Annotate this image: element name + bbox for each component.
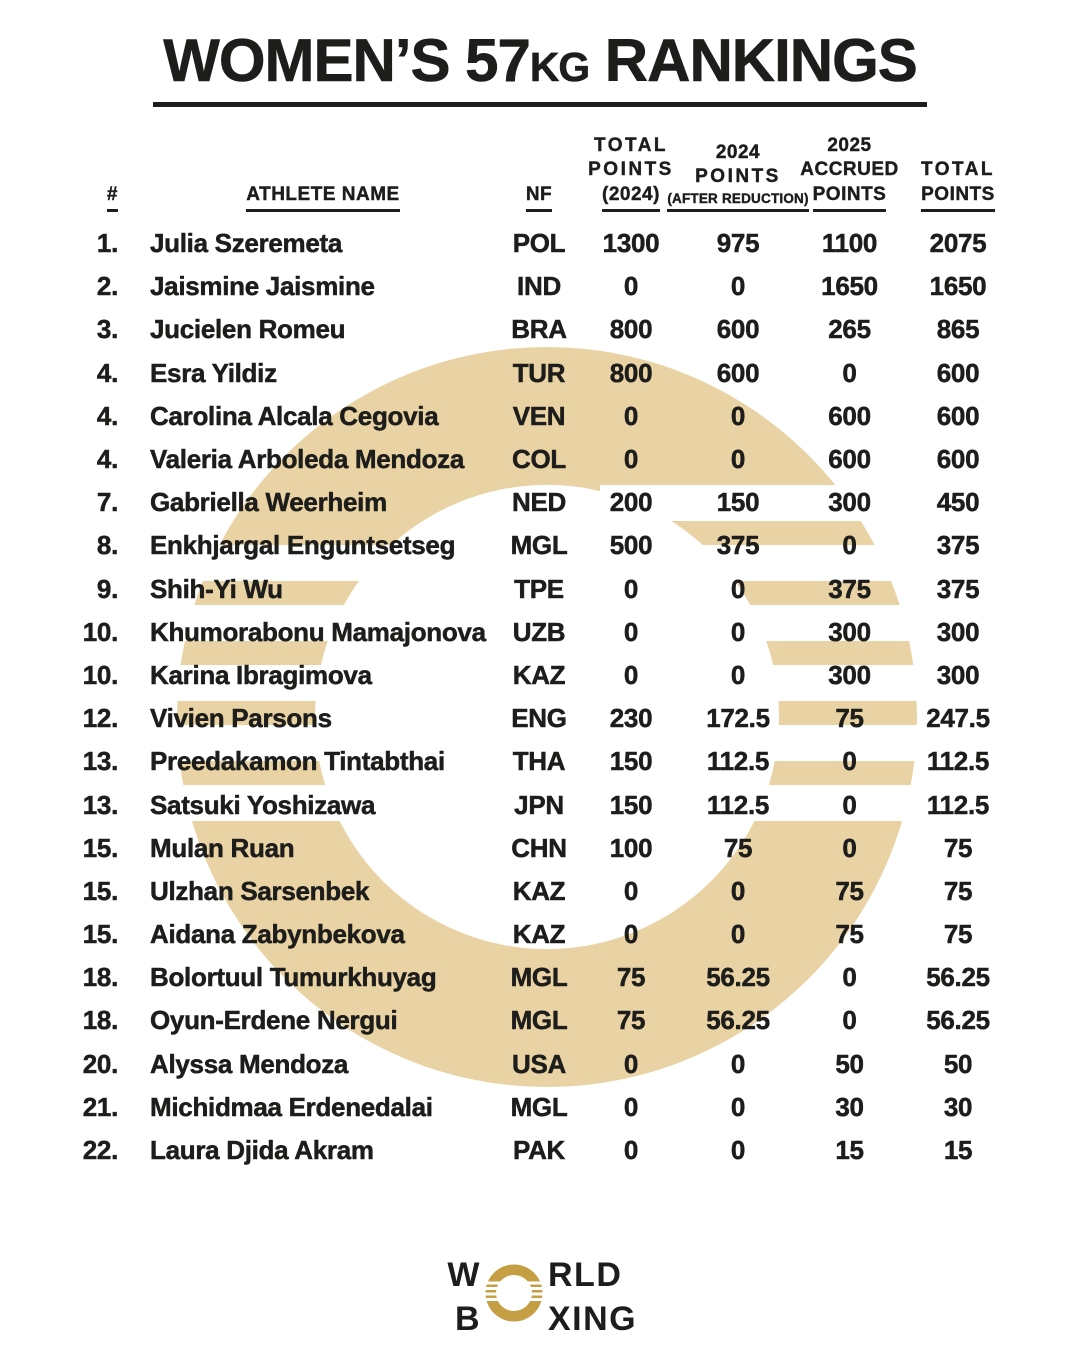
logo-word1-right: RLD: [548, 1256, 623, 1294]
accrued-points-2025-cell: 75: [835, 875, 864, 906]
rank-cell: 15.: [82, 875, 118, 906]
accrued-points-2025-cell: 1650: [821, 271, 878, 302]
rank-cell: 13.: [82, 746, 118, 777]
total-points-cell: 112.5: [926, 789, 990, 820]
total-points-cell: 600: [936, 400, 980, 431]
total-points-2024-cell: 75: [616, 1005, 646, 1036]
total-points-cell: 112.5: [926, 746, 990, 777]
nf-cell: BRA: [511, 314, 567, 345]
accrued-points-2025-cell: 375: [828, 573, 871, 604]
table-row: [0, 740, 1080, 783]
accrued-points-2025-cell: 0: [842, 357, 857, 388]
total-points-2024-cell: 0: [623, 1091, 639, 1122]
points-2024-reduced-cell: 600: [716, 314, 760, 345]
table-row: [0, 783, 1080, 826]
total-points-cell: 300: [936, 659, 980, 690]
accrued-points-2025-cell: 0: [842, 746, 857, 777]
table-row: [0, 913, 1080, 956]
table-row: [0, 395, 1080, 438]
total-points-2024-cell: 0: [623, 875, 639, 906]
accrued-points-2025-cell: 0: [842, 1005, 857, 1036]
nf-cell: IND: [517, 271, 561, 302]
total-points-2024-cell: 0: [623, 271, 639, 302]
accrued-points-2025-cell: 300: [828, 487, 871, 518]
athlete-name-cell: Ulzhan Sarsenbek: [150, 875, 370, 906]
points-2024-reduced-cell: 0: [730, 444, 746, 475]
nf-cell: POL: [512, 228, 566, 259]
column-header-line: POINTS: [813, 183, 887, 212]
accrued-points-2025-cell: 600: [828, 444, 871, 475]
accrued-points-2025-cell: 50: [835, 1048, 864, 1079]
total-points-cell: 1650: [929, 271, 987, 302]
athlete-name-cell: Oyun-Erdene Nergui: [150, 1005, 398, 1036]
title-suffix: RANKINGS: [589, 27, 917, 94]
nf-cell: TUR: [512, 357, 566, 388]
rank-cell: 3.: [96, 314, 118, 345]
total-points-cell: 300: [936, 616, 980, 647]
points-2024-reduced-cell: 0: [730, 659, 746, 690]
column-header-line: POINTS: [588, 159, 674, 181]
total-points-cell: 2075: [929, 228, 987, 259]
nf-cell: NED: [512, 487, 566, 518]
title-prefix: WOMEN’S 57: [163, 27, 530, 94]
rank-cell: 9.: [96, 573, 118, 604]
accrued-points-2025-cell: 0: [842, 789, 857, 820]
table-row: [0, 265, 1080, 308]
table-row: [0, 352, 1080, 395]
accrued-points-2025-cell: 300: [828, 616, 871, 647]
athlete-name-cell: Jucielen Romeu: [150, 314, 346, 345]
total-points-2024-cell: 200: [609, 487, 653, 518]
rank-cell: 18.: [82, 962, 118, 993]
table-row: [0, 1086, 1080, 1129]
total-points-2024-cell: 150: [609, 789, 653, 820]
accrued-points-2025-cell: 0: [842, 832, 857, 863]
points-2024-reduced-cell: 0: [730, 400, 746, 431]
nf-cell: VEN: [512, 400, 566, 431]
points-2024-reduced-cell: 0: [730, 875, 746, 906]
table-row: [0, 827, 1080, 870]
nf-cell: UZB: [512, 616, 566, 647]
points-2024-reduced-cell: 975: [716, 228, 760, 259]
athlete-name-cell: Satsuki Yoshizawa: [150, 789, 376, 820]
rankings-rows: [0, 222, 1080, 1172]
total-points-cell: 75: [943, 919, 973, 950]
total-points-2024-cell: 150: [609, 746, 653, 777]
athlete-name-cell: Jaismine Jaismine: [150, 271, 375, 302]
athlete-name-cell: Julia Szeremeta: [150, 228, 343, 259]
total-points-cell: 600: [936, 444, 980, 475]
rank-cell: 15.: [82, 832, 118, 863]
points-2024-reduced-cell: 56.25: [706, 1005, 770, 1036]
points-2024-reduced-cell: 600: [716, 357, 760, 388]
rank-cell: 4.: [96, 400, 118, 431]
column-header-2024-points-after-reduction: [667, 141, 809, 212]
nf-cell: KAZ: [512, 875, 566, 906]
total-points-2024-cell: 0: [623, 659, 639, 690]
rank-cell: 4.: [96, 357, 118, 388]
athlete-name-cell: Michidmaa Erdenedalai: [150, 1091, 433, 1122]
nf-cell: PAK: [512, 1135, 566, 1166]
points-2024-reduced-cell: 150: [716, 487, 760, 518]
athlete-name-cell: Vivien Parsons: [150, 703, 332, 734]
column-header-total-points-2024: [582, 134, 680, 212]
rank-cell: 12.: [82, 703, 118, 734]
rank-cell: 21.: [82, 1091, 118, 1122]
accrued-points-2025-cell: 0: [842, 962, 857, 993]
rank-cell: 15.: [82, 919, 118, 950]
table-row: [0, 870, 1080, 913]
total-points-cell: 75: [943, 875, 973, 906]
athlete-name-cell: Valeria Arboleda Mendoza: [150, 444, 465, 475]
column-header-line: TOTAL: [593, 135, 669, 157]
total-points-cell: 247.5: [926, 703, 990, 734]
accrued-points-2025-cell: 0: [842, 530, 857, 561]
athlete-name-cell: Shih-Yi Wu: [150, 573, 283, 604]
rank-cell: 8.: [96, 530, 118, 561]
athlete-name-cell: Carolina Alcala Cegovia: [150, 400, 439, 431]
total-points-2024-cell: 0: [623, 616, 639, 647]
athlete-name-cell: Gabriella Weerheim: [150, 487, 387, 518]
accrued-points-2025-cell: 15: [835, 1135, 864, 1166]
column-header-total-points: [903, 158, 1013, 212]
nf-cell: THA: [512, 746, 566, 777]
nf-cell: JPN: [514, 789, 564, 820]
world-boxing-logo: [0, 1252, 1080, 1341]
title-unit: KG: [529, 44, 590, 90]
logo-word1-left: W: [447, 1256, 481, 1294]
total-points-cell: 450: [936, 487, 980, 518]
logo-word2-left: B: [454, 1300, 481, 1336]
total-points-2024-cell: 0: [623, 919, 639, 950]
points-2024-reduced-cell: 112.5: [706, 746, 770, 777]
accrued-points-2025-cell: 75: [835, 703, 864, 734]
nf-cell: USA: [512, 1048, 566, 1079]
column-header-rank: [60, 183, 118, 212]
total-points-cell: 50: [943, 1048, 973, 1079]
column-header-label: ATHLETE NAME: [246, 183, 399, 212]
accrued-points-2025-cell: 600: [828, 400, 871, 431]
column-header-label: #: [107, 183, 118, 212]
rank-cell: 1.: [96, 228, 118, 259]
total-points-2024-cell: 800: [609, 314, 653, 345]
total-points-2024-cell: 0: [623, 1135, 639, 1166]
table-row: [0, 697, 1080, 740]
total-points-2024-cell: 0: [623, 573, 639, 604]
column-header-line: TOTAL: [920, 159, 996, 181]
nf-cell: MGL: [510, 1005, 568, 1036]
total-points-2024-cell: 1300: [602, 228, 660, 259]
logo-word2-right: XING: [548, 1300, 638, 1336]
rank-cell: 2.: [96, 271, 118, 302]
total-points-cell: 56.25: [926, 962, 990, 993]
column-header-line: (2024): [602, 183, 660, 212]
column-header-2025-accrued-points: [796, 134, 903, 212]
accrued-points-2025-cell: 1100: [821, 228, 878, 259]
athlete-name-cell: Preedakamon Tintabthai: [150, 746, 445, 777]
points-2024-reduced-cell: 0: [730, 1048, 746, 1079]
points-2024-reduced-cell: 0: [730, 1091, 746, 1122]
total-points-2024-cell: 100: [609, 832, 653, 863]
points-2024-reduced-cell: 112.5: [706, 789, 770, 820]
column-header-line: 2025: [827, 135, 872, 157]
points-2024-reduced-cell: 75: [723, 832, 753, 863]
table-row: [0, 524, 1080, 567]
page-title: [153, 26, 927, 107]
rank-cell: 20.: [82, 1048, 118, 1079]
nf-cell: COL: [512, 444, 566, 475]
total-points-cell: 15: [943, 1135, 973, 1166]
total-points-2024-cell: 75: [616, 962, 646, 993]
rank-cell: 13.: [82, 789, 118, 820]
table-row: [0, 999, 1080, 1042]
total-points-cell: 30: [943, 1091, 973, 1122]
table-row: [0, 1129, 1080, 1172]
total-points-2024-cell: 800: [609, 357, 653, 388]
table-row: [0, 611, 1080, 654]
column-header-line: ACCRUED: [800, 159, 899, 181]
nf-cell: MGL: [510, 1091, 568, 1122]
rank-cell: 22.: [82, 1135, 118, 1166]
athlete-name-cell: Bolortuul Tumurkhuyag: [150, 962, 437, 993]
points-2024-reduced-cell: 0: [730, 573, 746, 604]
nf-cell: KAZ: [512, 919, 566, 950]
nf-cell: MGL: [510, 530, 568, 561]
athlete-name-cell: Alyssa Mendoza: [150, 1048, 349, 1079]
points-2024-reduced-cell: 0: [730, 271, 746, 302]
total-points-2024-cell: 0: [623, 400, 639, 431]
rank-cell: 4.: [96, 444, 118, 475]
column-header-line: 2024: [715, 142, 761, 164]
total-points-2024-cell: 0: [623, 444, 639, 475]
accrued-points-2025-cell: 30: [835, 1091, 864, 1122]
table-row: [0, 1043, 1080, 1086]
total-points-cell: 375: [936, 573, 980, 604]
total-points-cell: 56.25: [926, 1005, 990, 1036]
athlete-name-cell: Karina Ibragimova: [150, 659, 372, 690]
athlete-name-cell: Aidana Zabynbekova: [150, 919, 405, 950]
column-header-line: POINTS: [921, 183, 995, 212]
rank-cell: 7.: [96, 487, 118, 518]
table-row: [0, 654, 1080, 697]
points-2024-reduced-cell: 0: [730, 616, 746, 647]
column-header-athlete-name: [150, 183, 496, 212]
total-points-2024-cell: 230: [609, 703, 653, 734]
rank-cell: 10.: [82, 659, 118, 690]
nf-cell: KAZ: [512, 659, 566, 690]
column-header-nf: [496, 183, 582, 212]
athlete-name-cell: Esra Yildiz: [150, 357, 277, 388]
points-2024-reduced-cell: 0: [730, 1135, 746, 1166]
total-points-2024-cell: 0: [623, 1048, 639, 1079]
table-row: [0, 956, 1080, 999]
table-row: [0, 308, 1080, 351]
total-points-cell: 75: [943, 832, 973, 863]
nf-cell: TPE: [514, 573, 564, 604]
total-points-cell: 865: [936, 314, 980, 345]
nf-cell: ENG: [511, 703, 567, 734]
table-row: [0, 481, 1080, 524]
athlete-name-cell: Enkhjargal Enguntsetseg: [150, 530, 456, 561]
points-2024-reduced-cell: 0: [730, 919, 746, 950]
table-row: [0, 222, 1080, 265]
column-header-line: (AFTER REDUCTION): [667, 190, 808, 212]
points-2024-reduced-cell: 375: [716, 530, 760, 561]
nf-cell: MGL: [510, 962, 568, 993]
points-2024-reduced-cell: 56.25: [706, 962, 770, 993]
world-boxing-ring-icon: [478, 1265, 550, 1322]
table-row: [0, 568, 1080, 611]
table-header-row: [0, 134, 1080, 212]
column-header-line: POINTS: [695, 166, 781, 188]
rank-cell: 18.: [82, 1005, 118, 1036]
table-row: [0, 438, 1080, 481]
athlete-name-cell: Mulan Ruan: [150, 832, 295, 863]
accrued-points-2025-cell: 265: [828, 314, 871, 345]
points-2024-reduced-cell: 172.5: [706, 703, 770, 734]
athlete-name-cell: Khumorabonu Mamajonova: [150, 616, 486, 647]
page-title-wrap: [0, 26, 1080, 107]
total-points-cell: 600: [936, 357, 980, 388]
athlete-name-cell: Laura Djida Akram: [150, 1135, 374, 1166]
nf-cell: CHN: [511, 832, 567, 863]
accrued-points-2025-cell: 75: [835, 919, 864, 950]
total-points-cell: 375: [936, 530, 980, 561]
accrued-points-2025-cell: 300: [828, 659, 871, 690]
rank-cell: 10.: [82, 616, 118, 647]
total-points-2024-cell: 500: [609, 530, 653, 561]
column-header-label: NF: [526, 183, 552, 212]
